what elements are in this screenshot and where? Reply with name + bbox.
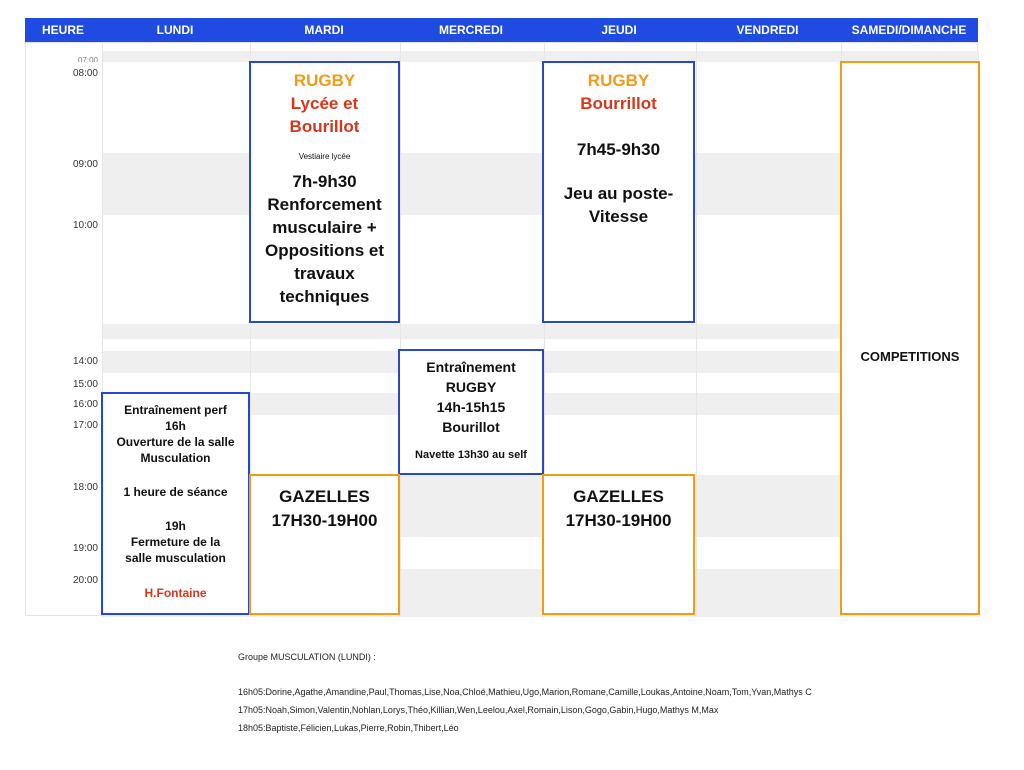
time-label: 07:00	[77, 56, 98, 62]
event-jeudi-gazelles[interactable]	[542, 474, 695, 615]
footer-group-line: 16h05:Dorine,Agathe,Amandine,Paul,Thomas,Lise,Noa,Chloé,Mathieu,Ugo,Marion,Romane,Camille,Loukas,Antoine,Noam,Tom,Yvan,Mathys C	[238, 687, 812, 697]
header-mardi: MARDI	[304, 23, 344, 37]
time-label: 16:00	[72, 399, 98, 410]
event-line: salle musculation	[125, 551, 226, 565]
event-line: Bourillot	[442, 419, 500, 435]
event-detail: techniques	[279, 287, 370, 306]
event-mercredi-rugby[interactable]	[398, 349, 544, 475]
event-detail: musculaire +	[272, 218, 377, 237]
event-line: 16h	[165, 419, 186, 433]
footer-group-line: 18h05:Baptiste,Félicien,Lukas,Pierre,Robin,Thibert,Léo	[238, 723, 459, 733]
event-detail: Jeu au poste-	[563, 184, 674, 203]
event-place: Bourrillot	[580, 94, 657, 113]
event-line: Entraînement	[426, 359, 516, 375]
header-lundi: LUNDI	[156, 23, 194, 37]
column-divider	[400, 43, 401, 615]
header-jeudi: JEUDI	[601, 23, 637, 37]
event-note: Navette 13h30 au self	[415, 449, 527, 461]
time-label: 15:00	[72, 379, 98, 390]
time-label: 10:00	[72, 220, 98, 231]
event-title: GAZELLES	[573, 487, 664, 506]
time-label: 08:00	[72, 68, 98, 79]
time-label: 17:00	[72, 420, 98, 431]
event-mardi-gazelles[interactable]	[249, 474, 400, 615]
column-divider	[696, 43, 697, 615]
event-line: RUGBY	[445, 379, 497, 395]
time-label: 14:00	[72, 356, 98, 367]
event-title: GAZELLES	[279, 487, 370, 506]
header-weekend: SAMEDI/DIMANCHE	[851, 23, 967, 37]
event-mardi-rugby[interactable]	[249, 61, 400, 323]
event-hours: 7h45-9h30	[576, 140, 661, 159]
event-hours: 17H30-19H00	[271, 511, 378, 530]
time-label: 20:00	[72, 575, 98, 586]
event-hours: 7h-9h30	[292, 172, 357, 191]
event-weekend-competitions[interactable]	[840, 61, 980, 615]
schedule-header	[25, 18, 978, 42]
time-label: 09:00	[72, 159, 98, 170]
event-detail: Vitesse	[588, 207, 649, 226]
event-line: Musculation	[140, 451, 211, 465]
time-label: 19:00	[72, 543, 98, 554]
event-title: RUGBY	[293, 71, 356, 90]
event-note: Vestiaire lycée	[298, 152, 351, 161]
time-label: 18:00	[72, 482, 98, 493]
event-title: RUGBY	[587, 71, 650, 90]
event-place: Bourillot	[289, 117, 360, 136]
event-place: Lycée et	[290, 94, 359, 113]
event-detail: Oppositions et	[265, 241, 384, 260]
event-hours: 17H30-19H00	[565, 511, 672, 530]
event-line: 19h	[165, 519, 186, 533]
event-coach: H.Fontaine	[144, 586, 207, 600]
header-vendredi: VENDREDI	[736, 23, 799, 37]
header-heure: HEURE	[41, 23, 84, 37]
footer-title: Groupe MUSCULATION (LUNDI) :	[238, 652, 376, 662]
event-detail: Renforcement	[267, 195, 382, 214]
event-lundi-musculation[interactable]	[101, 392, 250, 615]
event-jeudi-rugby[interactable]	[542, 61, 695, 323]
event-title: COMPETITIONS	[860, 349, 960, 364]
event-line: Entraînement perf	[124, 403, 227, 417]
event-line: 1 heure de séance	[123, 485, 228, 499]
header-mercredi: MERCREDI	[438, 23, 503, 37]
event-detail: travaux	[294, 264, 355, 283]
event-line: Ouverture de la salle	[116, 435, 235, 449]
footer-group-line: 17h05:Noah,Simon,Valentin,Nohlan,Lorys,Théo,Killian,Wen,Leelou,Axel,Romain,Lison,Gogo,Gabin,Hugo,Mathys M,Max	[238, 705, 719, 715]
event-line: 14h-15h15	[436, 399, 506, 415]
event-line: Fermeture de la	[130, 535, 221, 549]
